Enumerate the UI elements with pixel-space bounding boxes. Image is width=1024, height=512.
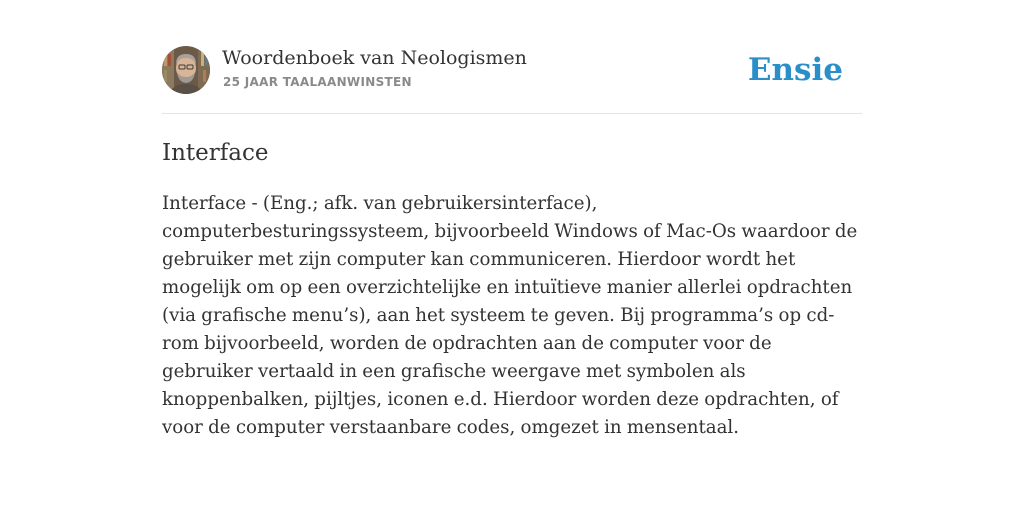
entry-definition: Interface - (Eng.; afk. van gebruikersinterface), computerbesturingssysteem, bijvoorbeeld Windows of Mac-Os waardoor de gebruiker met zijn computer kan communiceren. Hierdoor wordt het mogelijk om op een overzichtelijke en intuïtieve manier allerlei opdrachten (via grafische menu’s), aan het systeem te geven. Bij programma’s op cd-rom bijvoorbeeld, worden de opdrachten aan de computer voor de gebruiker vertaald in een grafische weergave met symbolen als knoppenbalken, pijltjes, iconen e.d. Hierdoor worden deze opdrachten, of voor de computer verstaanbare codes, omgezet in mensentaal. (162, 193, 858, 438)
header-divider (162, 113, 862, 114)
ensie-logo-link[interactable]: Ensie (747, 52, 843, 88)
entry-card (162, 0, 862, 512)
source-title[interactable]: Woordenboek van Neologismen (222, 47, 527, 69)
source-header (162, 46, 862, 96)
author-avatar-icon[interactable] (162, 46, 210, 94)
entry-title: Interface (162, 140, 269, 166)
source-subtitle: 25 JAAR TAALAANWINSTEN (223, 75, 412, 89)
